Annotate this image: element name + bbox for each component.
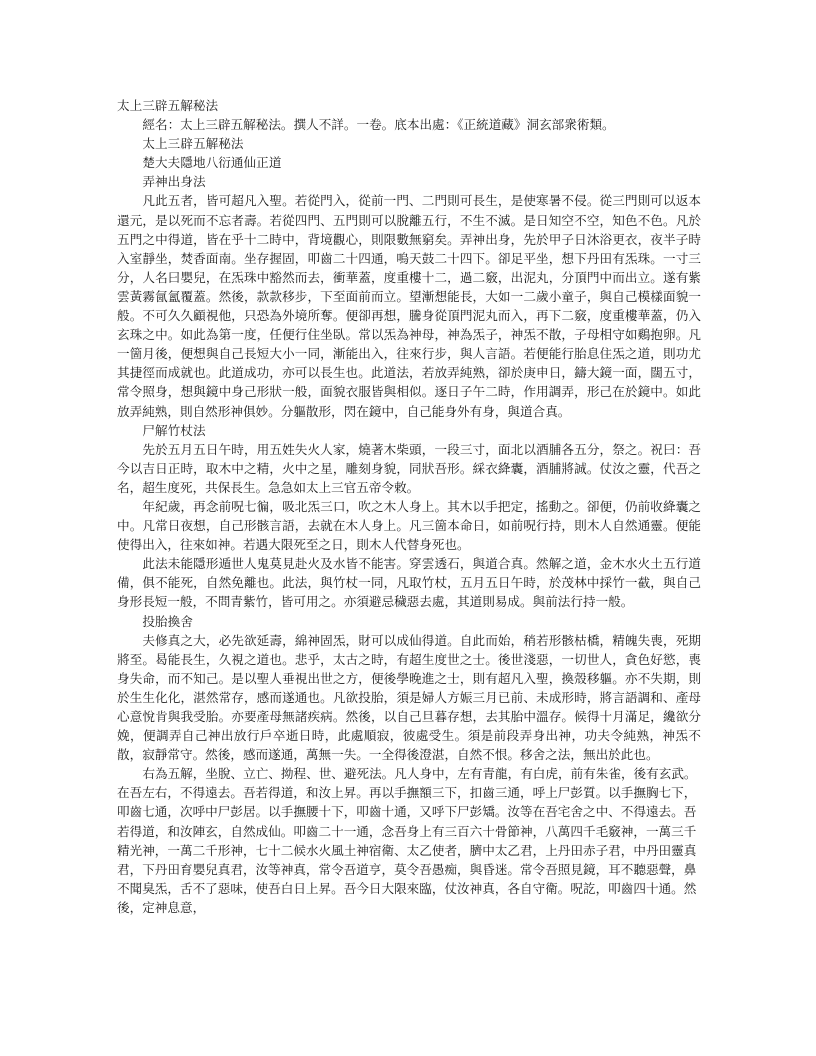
document-subtitle: 楚大夫隱地八衍通仙正道: [142, 155, 282, 171]
document-text-block: [117, 96, 701, 917]
section-2-paragraph-3: 此法未能隱形遁世人鬼莫見赴火及水皆不能害。穿雲透石，與道合真。然解之道，金木水火土五行道備，俱不能死，自然免離也。此法，與竹杖一同，凡取竹杖，五月五日午時，於茂林中採竹一截，與自己身形長短一般，不問青紫竹，皆可用之。亦須避忌穢惡去處，其道則易成。與前法行持一般。: [117, 556, 701, 610]
catalog-note: 經名：太上三辟五解秘法。撰人不詳。一卷。底本出處：《正統道藏》洞玄部衆術類。: [142, 117, 615, 133]
section-heading-3: 投胎換舍: [142, 613, 193, 629]
inner-title: 太上三辟五解秘法: [142, 136, 244, 152]
section-heading-2: 尸解竹杖法: [142, 422, 206, 438]
section-3-paragraph-2: 右為五解，坐脫、立亡、拗程、世、避死法。凡人身中，左有青龍，有白虎，前有朱雀，後有玄武。在吾左右，不得遠去。吾若得道，和汝上昇。再以手撫額三下，扣齒三通，呼上尸彭質。以手撫胸七下，叩齒七通，次呼中尸彭居。以手撫腰十下，叩齒十通，又呼下尸彭矯。汝等在吾宅舍之中、不得遠去。吾若得道，和汝陣玄，自然成仙。叩齒二十一通，念吾身上有三百六十骨節神，八萬四千毛竅神，一萬三千精光神，一萬二千形神，七十二候水火風土神宿衛、太乙使者，臍中太乙君，上丹田赤子君，中丹田靈真君，下丹田育嬰兒真君，汝等神真，常令吾道亨，莫令吾愚痴，與昏迷。常令吾照見鏡，耳不聽惡聲，鼻不聞臭炁，舌不了惡味，使吾白日上昇。吾今日大限來臨，仗汝神真，各自守衛。呪訖，叩齒四十通。然後，定神息意，: [117, 766, 697, 915]
section-2-paragraph-1: 先於五月五日午時，用五姓失火人家，燒著木柴頭，一段三寸，面北以酒脯各五分，祭之。祝曰：吾今以吉日正時，取木中之精，火中之星，雕刻身貌，同狀吾形。綵衣絳囊，酒脯將誠。仗汝之靈，代吾之名，超生度死，共保長生。急急如太上三官五帝令敕。: [117, 441, 701, 495]
section-3-paragraph-1: 夫修真之大，必先欲延壽，綿神固炁，財可以成仙得道。自此而始，稍若形骸枯橋，精魄失喪，死期將至。曷能長生，久視之道也。悲乎，太古之時，有超生度世之士。後世淺惡，一切世人，貪色好慾，喪身失命，而不知己。是以聖人垂視出世之方，便後學晚進之士，則有超凡入聖，換殼移軀。亦不失期，則於生生化化，湛然常存，感而遂通也。凡欲投胎，須是婦人方娠三月已前、未成形時，將言語調和、產母心意悅肯與我受胎。亦要產母無諸疾病。然後，以自己旦暮存想，去其胎中溫存。候得十月滿足，纔欲分娩，便調弄自己神出放行戶卒逝日時，此處順寂，彼處受生。須是前段弄身出神，功夫令純熟，神炁不散，寂靜常守。然後，感而遂通，萬無一失。一全得後澄湛，自然不恨。移舍之法，無出於此也。: [117, 632, 701, 763]
section-2-paragraph-2: 年紀歲，再念前呪七徧，吸北炁三口，吹之木人身上。其木以手把定，搖動之。卻便，仍前收絳囊之中。凡常日夜想，自己形骸言語，去就在木人身上。凡三箇本命日，如前呪行持，則木人自然通靈。便能使得出入，往來如神。若遇大限死至之日，則木人代替身死也。: [117, 498, 701, 553]
section-heading-1: 弄神出身法: [142, 174, 206, 190]
document-title: 太上三辟五解秘法: [117, 98, 219, 113]
section-1-paragraph-1: 凡此五者，皆可超凡入聖。若從門入，從前一門、二門則可長生，是使寒暑不侵。從三門則可以返本還元，是以死而不忘者壽。若從四門、五門則可以脫離五行，不生不滅。是日知空不空，知色不色。凡於五門之中得道，皆在乎十二時中，背境觀心，則限數無窮矣。弄神出身，先於甲子日沐浴更衣，夜半子時入室靜坐，焚香面南。坐存握固，叩齒二十四通，嗚天鼓二十四下。卻足平坐，想下丹田有炁珠。一寸三分，人名曰嬰兒，在炁珠中豁然而去，衝華蓋，度重樓十二，過二竅，出泥丸，分頂門中而出立。遂有紫雲黃霧氤氳覆蓋。然後，款款移步，下至面前而立。望漸想能長，大如一二歲小童子，與自己模樣面貌一般。不可久久顧視他，只恐為外境所奪。便卻再想，騰身從頂門泥丸而入，再下二竅，度重樓華蓋，仍入玄珠之中。如此為第一度，任便行住坐臥。常以炁為神母，神為炁子，神炁不散，子母相守如鷄抱卵。凡一箇月後，便想與自己長短大小一同，漸能出入，往來行步，與人言語。若便能行胎息住炁之道，則功尤其捷徑而成就也。此道成功，亦可以長生也。此道法，若放弄純熟，卻於庚申日，鑄大鏡一面，闊五寸，常令照身，想與鏡中身己形狀一般，面貌衣服皆與相似。逐日子午二時，作用調弄，形己在於鏡中。如此放弄純熟，則自然形神俱妙。分軀散形，閃在鏡中，自己能身外有身，與道合真。: [117, 193, 701, 419]
